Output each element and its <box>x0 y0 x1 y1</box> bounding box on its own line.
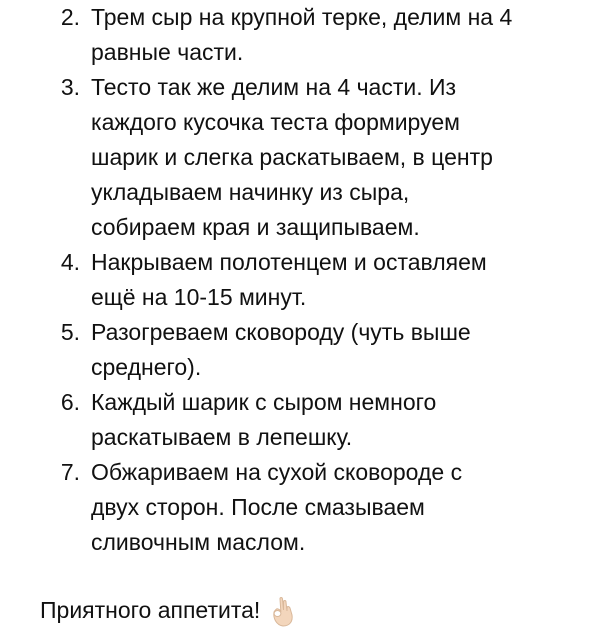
step-line: Разогреваем сковороду (чуть выше <box>91 319 471 345</box>
step-text <box>91 385 561 455</box>
step-text <box>91 70 561 245</box>
step-line: укладываем начинку из сыра, <box>91 179 410 205</box>
step-number: 5. <box>60 319 80 345</box>
step-text <box>91 245 561 315</box>
step-line: Каждый шарик с сыром немного <box>91 389 437 415</box>
ok-hand-icon <box>268 594 296 628</box>
step-line: каждого кусочка теста формируем <box>91 109 460 135</box>
step-line: раскатываем в лепешку. <box>91 424 353 450</box>
step-line: двух сторон. После смазываем <box>91 494 425 520</box>
step-line: Накрываем полотенцем и оставляем <box>91 249 487 275</box>
step-line: среднего). <box>91 354 202 380</box>
step-number: 4. <box>60 249 80 275</box>
step-number: 7. <box>60 459 80 485</box>
step-text <box>91 0 561 70</box>
closing-text: Приятного аппетита! <box>40 597 261 623</box>
step-text <box>91 455 561 560</box>
step-line: собираем края и защипываем. <box>91 214 420 240</box>
step-line: Обжариваем на сухой сковороде с <box>91 459 463 485</box>
step-line: Тесто так же делим на 4 части. Из <box>91 74 457 100</box>
step-text <box>91 315 561 385</box>
closing-line <box>40 593 296 628</box>
step-line: шарик и слегка раскатываем, в центр <box>91 144 493 170</box>
step-line: сливочным маслом. <box>91 529 306 555</box>
step-line: равные части. <box>91 39 244 65</box>
step-number: 6. <box>60 389 80 415</box>
step-number: 3. <box>60 74 80 100</box>
step-line: Трем сыр на крупной терке, делим на 4 <box>91 4 513 30</box>
step-line: ещё на 10-15 минут. <box>91 284 307 310</box>
step-number: 2. <box>60 4 80 30</box>
